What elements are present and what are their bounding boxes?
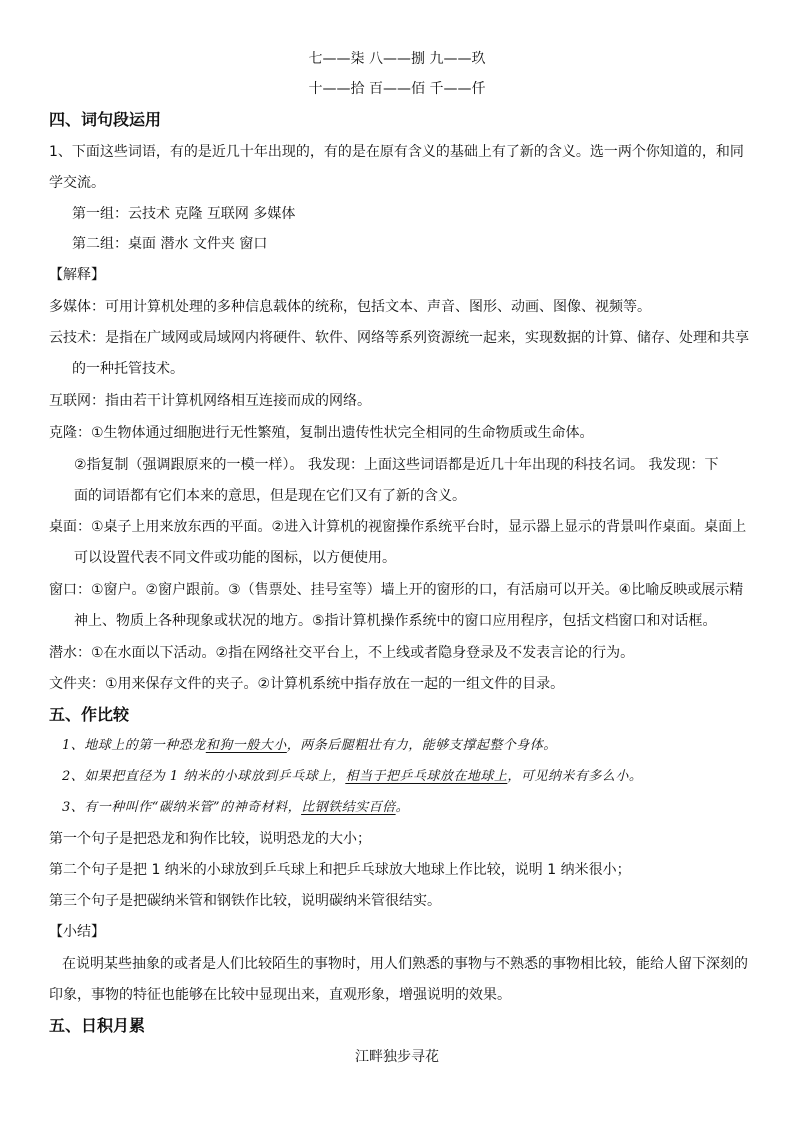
definition-clone-line-1: 克隆：①生物体通过细胞进行无性繁殖，复制出遗传性状完全相同的生命物质或生命体。: [49, 425, 594, 441]
definition-clone-line-3: 面的词语都有它们本来的意思，但是现在它们又有了新的含义。: [74, 488, 466, 504]
analysis-sentence-3: 第三个句子是把碳纳米管和钢铁作比较，说明碳纳米管很结实。: [49, 893, 441, 909]
example-sentence-3: 3、有一种叫作“碳纳米管”的神奇材料，比钢铁结实百倍。: [62, 800, 410, 815]
word-group-2: 第二组：桌面 潜水 文件夹 窗口: [72, 236, 268, 252]
section-heading-accumulation: 五、日积月累: [49, 1016, 146, 1035]
analysis-sentence-1: 第一个句子是把恐龙和狗作比较，说明恐龙的大小；: [49, 831, 371, 847]
poem-title: 江畔独步寻花: [355, 1049, 439, 1065]
definition-folder: 文件夹：①用来保存文件的夹子。②计算机系统中指存放在一起的一组文件的目录。: [49, 676, 565, 692]
numerals-line-2: 十——拾 百——佰 千——仟: [308, 81, 486, 97]
example-sentence-1: 1、地球上的第一种恐龙和狗一般大小，两条后腿粗壮有力，能够支撑起整个身体。: [62, 738, 557, 753]
question-1-line-2: 学交流。: [49, 175, 105, 191]
definition-window-line-2: 神上、物质上各种现象或状况的地方。⑤指计算机操作系统中的窗口应用程序，包括文档窗口和对话框。: [74, 613, 717, 629]
explanation-label: 【解释】: [49, 267, 105, 283]
definition-cloud-line-2: 的一种托管技术。: [72, 361, 184, 377]
section-heading-comparison: 五、作比较: [49, 705, 130, 724]
summary-line-2: 印象，事物的特征也能够在比较中显现出来，直观形象，增强说明的效果。: [49, 987, 511, 1003]
word-group-1: 第一组：云技术 克隆 互联网 多媒体: [72, 206, 296, 222]
numerals-line-1: 七——柒 八——捌 九——玖: [308, 51, 486, 67]
definition-multimedia: 多媒体：可用计算机处理的多种信息载体的统称，包括文本、声音、图形、动画、图像、视频等。: [49, 299, 651, 315]
definition-clone-line-2: ②指复制（强调跟原来的一模一样）。 我发现：上面这些词语都是近几十年出现的科技名词。 我发现：下: [74, 457, 719, 473]
example-sentence-2: 2、如果把直径为 1 纳米的小球放到乒乓球上，相当于把乒乓球放在地球上，可见纳米有多么小。: [62, 769, 643, 784]
definition-window-line-1: 窗口：①窗户。②窗户跟前。③（售票处、挂号室等）墙上开的窗形的口，有活扇可以开关。④比喻反映或展示精: [49, 582, 744, 598]
summary-line-1: 在说明某些抽象的或者是人们比较陌生的事物时，用人们熟悉的事物与不熟悉的事物相比较，能给人留下深刻的: [62, 956, 748, 972]
summary-label: 【小结】: [49, 924, 105, 940]
definition-cloud-line-1: 云技术：是指在广域网或局域网内将硬件、软件、网络等系列资源统一起来，实现数据的计算、储存、处理和共享: [49, 330, 749, 346]
definition-desktop-line-2: 可以设置代表不同文件或功能的图标，以方便使用。: [74, 550, 396, 566]
definition-desktop-line-1: 桌面：①桌子上用来放东西的平面。②进入计算机的视窗操作系统平台时，显示器上显示的背景叫作桌面。桌面上: [49, 519, 747, 535]
definition-dive: 潜水：①在水面以下活动。②指在网络社交平台上，不上线或者隐身登录及不发表言论的行为。: [49, 645, 635, 661]
section-heading-usage: 四、词句段运用: [49, 110, 162, 129]
definition-internet: 互联网：指由若干计算机网络相互连接而成的网络。: [49, 393, 371, 409]
analysis-sentence-2: 第二个句子是把 1 纳米的小球放到乒乓球上和把乒乓球放大地球上作比较，说明 1 纳米很小；: [49, 862, 631, 878]
question-1-line-1: 1、下面这些词语，有的是近几十年出现的，有的是在原有含义的基础上有了新的含义。选一两个你知道的，和同: [49, 144, 744, 160]
